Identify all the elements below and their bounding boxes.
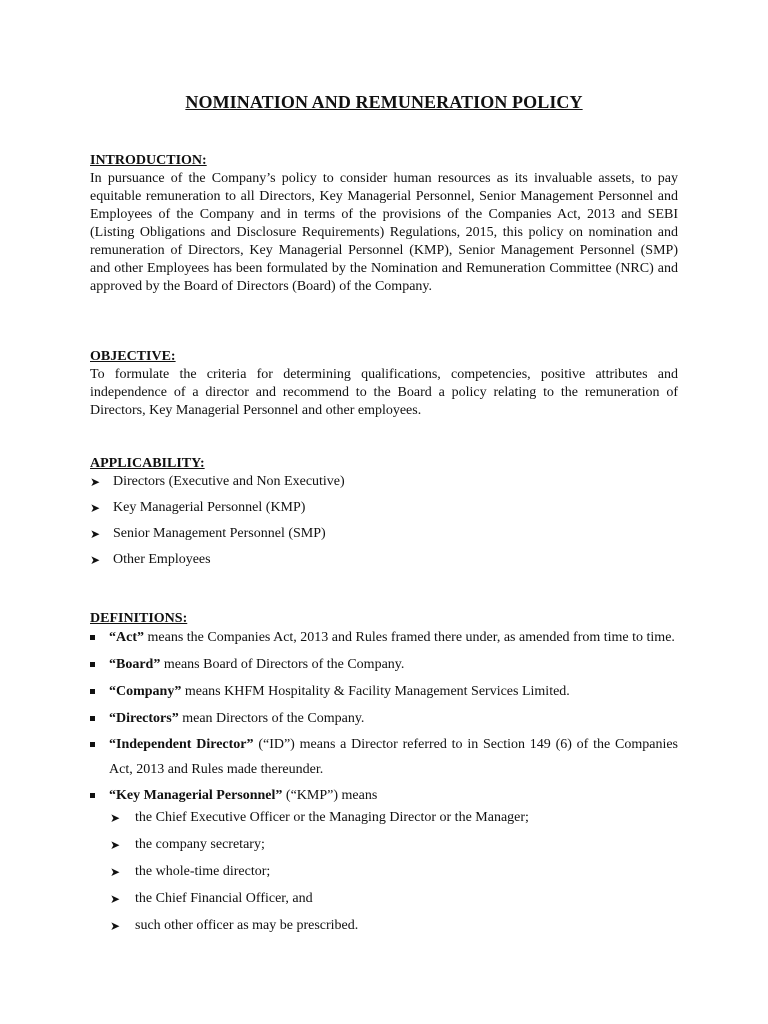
- arrow-bullet-icon: ➤: [90, 501, 101, 515]
- square-bullet-icon: [90, 635, 95, 640]
- arrow-bullet-icon: ➤: [90, 527, 101, 541]
- objective-section: [90, 348, 678, 420]
- list-item: ➤ Key Managerial Personnel (KMP): [90, 500, 306, 515]
- arrow-bullet-icon: ➤: [110, 919, 121, 933]
- definition-item: “Act” means the Companies Act, 2013 and Rules framed there under, as amended from time to time.: [90, 624, 678, 651]
- definitions-list: [90, 624, 678, 809]
- arrow-bullet-icon: ➤: [110, 838, 121, 852]
- definition-item: “Company” means KHFM Hospitality & Facility Management Services Limited.: [90, 678, 678, 705]
- square-bullet-icon: [90, 793, 95, 798]
- applicability-list: [90, 473, 678, 577]
- arrow-bullet-icon: ➤: [110, 865, 121, 879]
- definitions-heading: DEFINITIONS:: [90, 611, 188, 626]
- list-item: ➤ the Chief Executive Officer or the Managing Director or the Manager;: [110, 810, 529, 825]
- list-item: ➤ the Chief Financial Officer, and: [110, 891, 313, 906]
- list-item: ➤ Senior Management Personnel (SMP): [90, 526, 326, 541]
- list-item: ➤ the company secretary;: [110, 837, 265, 852]
- arrow-bullet-icon: ➤: [90, 475, 101, 489]
- square-bullet-icon: [90, 742, 95, 747]
- objective-text: To formulate the criteria for determining qualifications, competencies, positive attributes and independence of a director and recommend to the Board a policy relating to the remuneration of Directors, Key Managerial Personnel and other employees.: [90, 367, 678, 418]
- page-title: NOMINATION AND REMUNERATION POLICY: [185, 92, 583, 112]
- list-item: ➤ the whole-time director;: [110, 864, 271, 879]
- definition-item: “Independent Director” (“ID”) means a Director referred to in Section 149 (6) of the Companies Act, 2013 and Rules made thereunder.: [90, 732, 678, 782]
- introduction-section: [90, 152, 678, 296]
- list-item: ➤ such other officer as may be prescribed.: [110, 918, 359, 933]
- square-bullet-icon: [90, 689, 95, 694]
- square-bullet-icon: [90, 716, 95, 721]
- list-item: ➤ Other Employees: [90, 552, 211, 567]
- list-item: ➤ Directors (Executive and Non Executive): [90, 474, 345, 489]
- square-bullet-icon: [90, 662, 95, 667]
- definitions-section: [90, 610, 678, 944]
- arrow-bullet-icon: ➤: [110, 811, 121, 825]
- definition-item: “Board” means Board of Directors of the Company.: [90, 651, 678, 678]
- applicability-section: [90, 455, 678, 577]
- introduction-heading: INTRODUCTION:: [90, 153, 207, 168]
- applicability-heading: APPLICABILITY:: [90, 456, 205, 471]
- arrow-bullet-icon: ➤: [90, 553, 101, 567]
- definition-item: “Directors” mean Directors of the Company.: [90, 705, 678, 732]
- kmp-list: [90, 809, 678, 944]
- definition-item: “Key Managerial Personnel” (“KMP”) means: [90, 782, 678, 809]
- arrow-bullet-icon: ➤: [110, 892, 121, 906]
- objective-heading: OBJECTIVE:: [90, 349, 176, 364]
- introduction-text: In pursuance of the Company’s policy to consider human resources as its invaluable assets, to pay equitable remuneration to all Directors, Key Managerial Personnel, Senior Management Personnel and Employees of the Company and in terms of the provisions of the Companies Act, 2013 and SEBI (Listing Obligations and Disclosure Requirements) Regulations, 2015, this policy on nomination and remuneration of Directors, Key Managerial Personnel (KMP), Senior Management Personnel (SMP) and other Employees has been formulated by the Nomination and Remuneration Committee (NRC) and approved by the Board of Directors (Board) of the Company.: [90, 171, 678, 294]
